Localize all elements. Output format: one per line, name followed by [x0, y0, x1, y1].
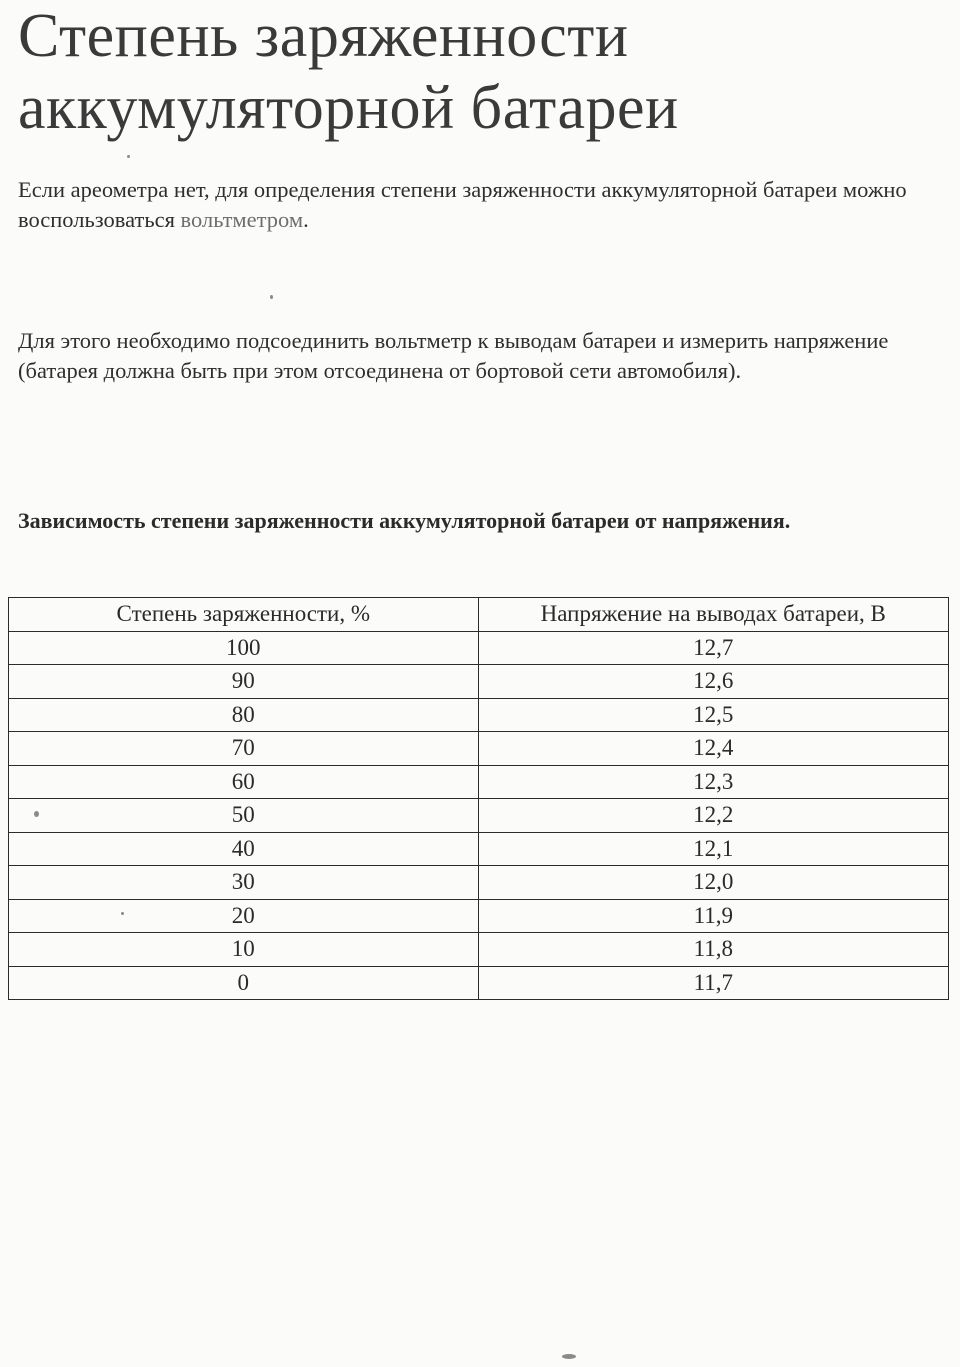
voltage-cell: 12,4	[478, 732, 948, 766]
table-row	[9, 966, 949, 1000]
charge-cell: 40	[9, 832, 479, 866]
table-row	[9, 665, 949, 699]
scan-speck	[121, 912, 124, 915]
scan-speck	[270, 295, 273, 299]
scan-speck	[127, 155, 130, 158]
table-row	[9, 732, 949, 766]
voltmeter-word: вольтметром	[180, 207, 304, 232]
charge-cell: 100	[9, 631, 479, 665]
charge-cell: 60	[9, 765, 479, 799]
charge-cell: 0	[9, 966, 479, 1000]
scan-speck	[34, 811, 39, 817]
voltage-cell: 11,7	[478, 966, 948, 1000]
voltage-cell: 12,0	[478, 866, 948, 900]
page-title-line-2: аккумуляторной батареи	[18, 74, 679, 142]
page-title-line-1: Степень заряженности	[18, 2, 629, 70]
voltage-cell: 11,8	[478, 933, 948, 967]
voltage-cell: 12,3	[478, 765, 948, 799]
table-row	[9, 765, 949, 799]
scan-speck	[562, 1354, 576, 1359]
intro-text: Если ареометра нет, для определения степени заряженности аккумуляторной батареи можно воспользоваться	[18, 177, 907, 232]
header-charge: Степень заряженности, %	[9, 598, 479, 632]
voltage-cell: 12,7	[478, 631, 948, 665]
page-title	[18, 0, 679, 144]
table-row	[9, 631, 949, 665]
charge-cell: 50	[9, 799, 479, 833]
table-row	[9, 899, 949, 933]
header-voltage: Напряжение на выводах батареи, В	[478, 598, 948, 632]
charge-cell: 10	[9, 933, 479, 967]
intro-text-end: .	[303, 207, 309, 232]
voltage-cell: 12,5	[478, 698, 948, 732]
table-row	[9, 933, 949, 967]
charge-cell: 80	[9, 698, 479, 732]
table-row	[9, 832, 949, 866]
voltage-cell: 12,6	[478, 665, 948, 699]
table-heading: Зависимость степени заряженности аккумуляторной батареи от напряжения.	[18, 508, 791, 533]
charge-cell: 30	[9, 866, 479, 900]
instruction-paragraph: Для этого необходимо подсоединить вольтметр к выводам батареи и измерить напряжение (батарея должна быть при этом отсоединена от бортовой сети автомобиля).	[18, 328, 889, 383]
voltage-cell: 11,9	[478, 899, 948, 933]
table-row	[9, 799, 949, 833]
charge-cell: 20	[9, 899, 479, 933]
table-header-row	[9, 598, 949, 632]
charge-cell: 90	[9, 665, 479, 699]
table-row	[9, 698, 949, 732]
charge-cell: 70	[9, 732, 479, 766]
voltage-cell: 12,2	[478, 799, 948, 833]
table-row	[9, 866, 949, 900]
charge-voltage-table	[8, 597, 949, 1000]
intro-paragraph	[18, 175, 948, 235]
voltage-cell: 12,1	[478, 832, 948, 866]
